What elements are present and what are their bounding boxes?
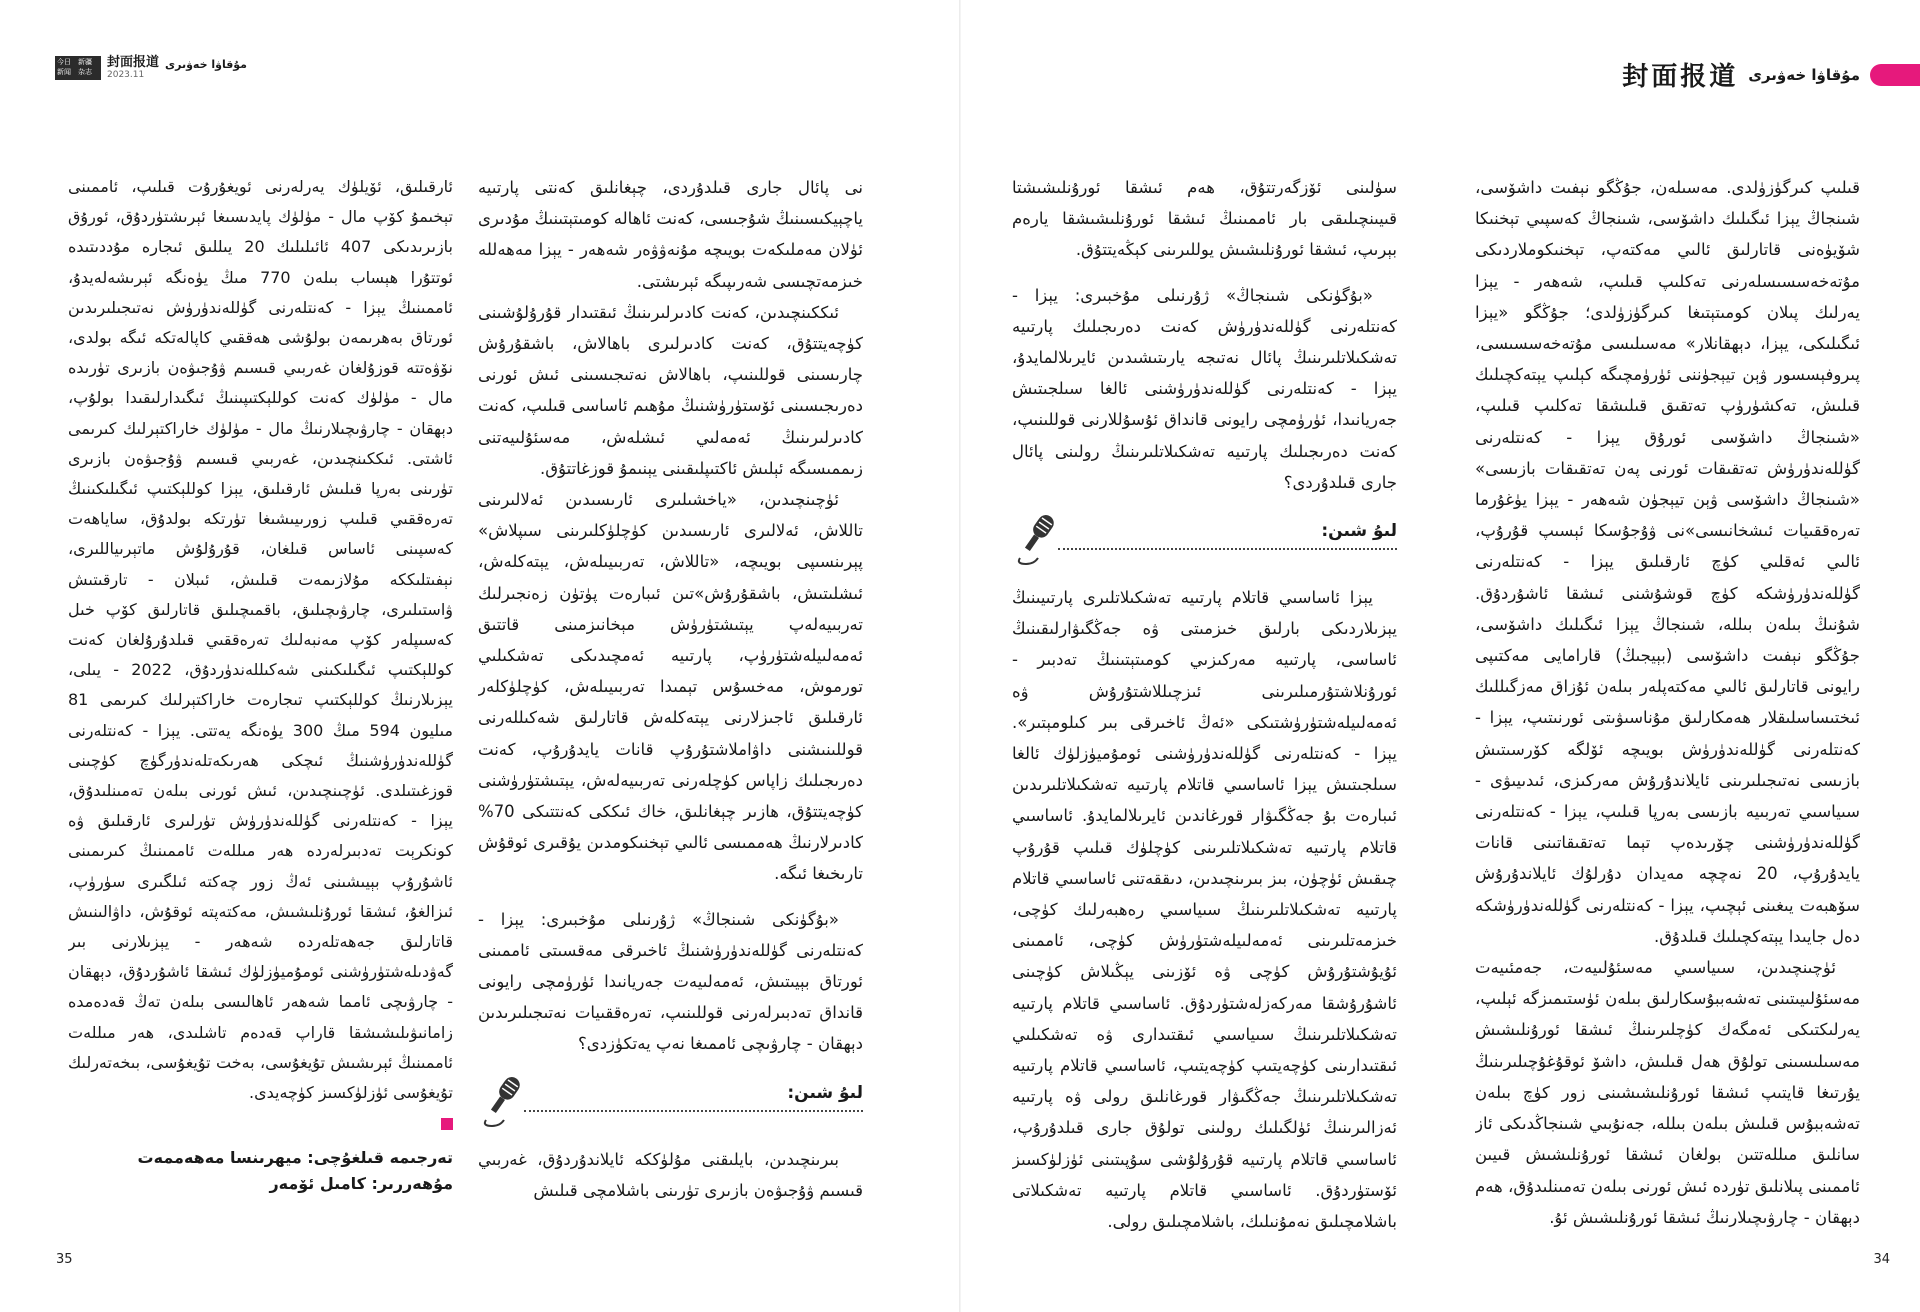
paragraph: قىلىپ كىرگۈزۈلدى. مەسىلەن، جۇڭگو نېفىت داشۆسى، شىنجاڭ يېزا ئىگىلىك داشۆسى، شىنجاڭ كەسپىي تېخنىكا شۆيۈەنى قاتارلىق ئالىي مەكتەپ، تېخنىكوملاردىكى مۇتەخەسسىسلەرنى تەكلىپ قىلىپ، شەھەر - يېزا يەرلىك پىلان كومىتېتىغا كىرگۈزۈلدى؛ جۇڭگو «يېزا ئىگىلىكى، يېزا، دېھقانلار» مەسىلىسى مۇتەخەسسىسى، پىروفېسسور ۋېن تيېجۈننى ئۈرۈمچىگە كېلىپ يېتەكچىلىك قىلىش، تەكشۈرۈپ تەتقىق قىلىشقا تەكلىپ قىلىپ، «شىنجاڭ داشۆسى ئورۇق يېزا - كەنتلەرنى گۈللەندۈرۈش تەتقىقات ئورنى پەن تەتقىقات بازىسى» «شىنجاڭ داشۆسى ۋېن تيېجۈن شەھەر - يېزا يۈغۇرما تەرەققىيات ئىشخانىسى»نى ۋۇجۇسكا ئېسىپ قۇرۇپ، ئالىي ئەقلىي كۈچ ئارقىلىق يېزا - كەنتلەرنى گۈللەندۈرۈشكە كۈچ قوشۇشنى ئىشقا ئاشۇردۇق. شۇنىڭ بىلەن بىللە، شىنجاڭ يېزا ئىگىلىك داشۆسى، جۇڭگو نېفىت داشۆسى (بېيجىڭ) قارامايى مەكتىپى رايونى قاتارلىق ئالىي مەكتەپلەر بىلەن ئۇزاق مەزگىللىك ئىختىساسلىقلار ھەمكارلىق مۇناسىۋىتى ئورنىتىپ، يېزا - كەنتلەرنى گۈللەندۈرۈش بويىچە ئۆلگە كۆرسىتىش بازىسى نەتىجىلىرىنى ئايلاندۇرۇش مەركىزى، ئىدىيىۋى - سىياسىي تەربىيە بازىسى بەرپا قىلىپ، يېزا - كەنتلەرنى گۈللەندۈرۈشنى چۆرىدەپ تېما تەتقىقاتىنى قانات يايدۇرۇپ، 20 نەچچە مەيدان دۇرلۇك ئايلاندۇرۇش سۆھبەت يىغىنى ئېچىپ، يېزا - كەنتلەرنى گۈللەندۈرۈشكە دەل جايىدا يېتەكچىلىك قىلدۇق. (1475, 178, 1860, 946)
page-gutter (959, 0, 961, 1312)
paragraph: نى پائال جارى قىلدۇردى، چېغانلىق كەنتى پارتىيە ياچېيكىسىنىڭ شۇجىسى، كەنت ئاھالە كومىتېتىنىڭ مۇدىرى ئۈلان مەملىكەت بويىچە مۇنەۋۋەر شەھەر - يېزا مەھەللە خىزمەتچىسى شەرىپىگە ئېرىشتى. (478, 178, 863, 291)
paragraph: ئارقىلىق، ئۆيلۈك يەرلەرنى ئويغۇرۇت قىلىپ، ئاممىنى تېخىمۇ كۆپ مال - مۈلۈك پايدىسىغا ئېرىشتۈردۇق، ئورۇق بازىرىدىكى 407 ئائىلىلىك 20 يىللىق ئىجارە مۇددىتىدە ئوتتۇرا ھېساب بىلەن 770 مىڭ يۈەنگە ئېرىشەلەيدۇ، ئاممىنىڭ يېزا - كەنتلەرنى گۈللەندۈرۈش نەتىجىلىرىدىن ئورتاق بەھرىمەن بولۇشى ھەققىي كاپالەتكە ئىگە بولدى، نۆۋەتتە قوزۇلغان غەربىي قىسىم ۋۇجىۋەن بازىرى تۈرىدە مال - مۈلۈك كەنت كوللېكتىپىنىڭ ئىگىدارلىقىدا بولۇپ، دېھقان - چارۋىچىلارنىڭ مال - مۈلۈك خاراكتېرلىك كىرىمى ئاشتى. ئىككىنچىدىن، غەربىي قىسىم ۋۇجىۋەن بازىرى تۈرىنى بەرپا قىلىش ئارقىلىق، يېزا كوللېكتىپ ئىگىلىكىنىڭ تەرەققىي قىلىپ زورىيىشىغا تۈرتكە بولدۇق، ساياھەت كەسپىنى ئاساس قىلغان، قۇرۇلۇش ماتېرىياللىرى، نېفىتلىككە مۇلازىمەت قىلىش، ئىبلان - تارقىتىش ۋاستىلىرى، چارۋىچىلىق، باقمىچىلىق قاتارلىق كۆپ خىل كەسىپلەر كۆپ مەنبەلىك تەرەققىي قىلدۇرۇلغان كەنت كوللېكتىپ ئىگىلىكىنى شەكىللەندۈردۇق، 2022 - يىلى، يېزىلارنىڭ كوللېكتىپ تىجارەت خاراكتېرلىك كىرىمى 81 مىليون 594 مىڭ 300 يۈەنگە يەتتى. يېزا - كەنتلەرنى گۈللەندۈرۈشنىڭ ئىچكى ھەرىكەتلەندۈرگۈچ كۈچىنى قوزغىتىلدى. ئۈچىنچىدىن، ئىش ئورنى بىلەن تەمىنلىدۇق، يېزا - كەنتلەرنى گۈللەندۈرۈش تۈرلىرى ئارقىلىق ۋە كونكرېت تەدبىرلەردە ھەر مىللەت ئاممىنىڭ كىرىمىنى ئاشۇرۇپ بېيىشىنى ئەڭ زور چەكتە ئىلگىرى سۈرۈپ، ئىزالغۇ، ئىشقا ئورۇنلىشىش، مەكتەپتە ئوقۇش، داۋالىنىش قاتارلىق جەھەتلەردە شەھەر - يېزىلارنى بىر گەۋدىلەشتۈرۈشنى ئومۇميۈزلۈك ئىشقا ئاشۇردۇق، دېھقان - چارۋىچى ئامما شەھەر ئاھالىسى بىلەن تەڭ قەدەمدە زامانىۋىلىشىشقا قاراپ قەدەم تاشلىدى، ھەر مىللەت ئاممىنىڭ ئېرىشىش تۇيغۇسى، بەخت تۇيغۇسى، بىخەتەرلىك تۇيغۇسى ئۈزلۈكسىز كۈچەيدى. (68, 177, 453, 1103)
article-credits (68, 1145, 453, 1197)
paragraph: ئۈچىنچىدىن، سىياسىي مەسئۇلىيەت، جەمئىيەت مەسئۇلىيىتىنى تەشەببۇسكارلىق بىلەن ئۈستىمىزگە ئېلىپ، يەرلىكتىكى ئەمگەك كۈچلىرىنىڭ ئىشقا ئورۇنلىشىش مەسىلىسىنى تولۇق ھەل قىلىش، داشۆ ئوقۇغۇچىلىرىنىڭ يۇرتىغا قايتىپ ئىشقا ئورۇنلىشىشىنى زور كۈچ بىلەن تەشەببۇس قىلىش بىلەن بىللە، جەنۇبىي شىنجاڭدىكى ئاز سانلىق مىللەتتىن بولغان ئىشقا ئورۇنلىشىش قىيىن ئاممىنى پىلانلىق تۈردە ئىش ئورنى بىلەن تەمىنلىدۇق، ھەم دېھقان - چارۋىچىلارنىڭ ئىشقا ئورۇنلىشىش ئۇ. (1475, 958, 1860, 1227)
paragraph: ئىككىنچىدىن، كەنت كادىرلىرىنىڭ ئىقتىدار قۇرۇلۇشىنى كۈچەيتتۇق، كەنت كادىرلىرى باھالاش، باشقۇرۇش چارىسىنى قوللىنىپ، باھالاش نەتىجىسىنى ئىش ئورنى دەرىجىسىنى ئۆستۈرۈشنىڭ مۇھىم ئاساسى قىلىپ، كەنت كادىرلىرىنىڭ ئەمەلىي ئىشلەش، مەسئۇلىيەتنى زىممىسىگە ئېلىش ئاكتىپلىقىنى يېنىمۇ قوزغاتتۇق. (478, 302, 863, 478)
page-number-left: 35 (56, 1252, 73, 1267)
dotted-divider (1058, 548, 1397, 550)
section-brand: 封面报道 (107, 55, 160, 70)
article-column-4 (68, 172, 453, 1197)
interview-question (1012, 280, 1397, 498)
paragraph: سۈلىنى ئۆزگەرتتۇق، ھەم ئىشقا ئورۇنلىشىشتا قىيىنچىلىقى بار ئاممىنىڭ ئىشقا ئورۇنلىشىشقا يارەم بېرىپ، ئىشقا ئورۇنلىشىش يوللىرىنى كېڭەيتتۇق. (1012, 178, 1397, 260)
interview-question: «بۇگۈنكى شىنجاڭ» ژۇرنىلى مۇخبىرى: يېزا - كەنتلەرنى گۈللەندۈرۈشنىڭ ئاخىرقى مەقسىتى ئاممىنى ئورتاق بېيىتىش، ئەمەلىيەت جەريانىدا ئۈرۈمچى رايونى قانداق تەدبىرلەرنى قوللىنىپ، تەرەققىيات نەتىجىلىرىدىن دېھقان - چارۋىچى ئاممىغا نەپ يەتكۈزدى؟ (478, 909, 863, 1054)
section-title: مۇقاۋا خەۋىرى (165, 58, 247, 71)
paragraph: بىرىنچىدىن، بايلىقنى مۇلۈككە ئايلاندۇردۇق، غەربىي قىسىم ۋۇجىۋەن بازىرى تۈرىنى باشلامچى قىلىش (478, 1149, 863, 1200)
editor-credit: مۇھەررىر: كامىل ئۆمەر (269, 1173, 453, 1193)
speaker-block (1012, 508, 1397, 568)
left-page-header (55, 56, 247, 80)
magazine-logo (55, 56, 101, 80)
logo-line: 新闻 (57, 68, 71, 76)
article-column-2 (1012, 172, 1397, 1237)
paragraph: ئۈچىنچىدىن، «ياخشىلىرى ئارىسىدىن ئەلالىرىنى تاللاش، ئەلالىرى ئارىسىدىن كۈچلۈكلىرىنى سىپلاش» پېرىنسىپى بويىچە، «تاللاش، تەربىيىلەش، يېتەكلەش، ئىشلىتىش، باشقۇرۇش»تىن ئىبارەت پۈتۈن زەنجىرلىك تەربىيەلەپ يېتىشتۈرۈش مېخانىزمىنى قاتتىق ئەمەلىيلەشتۈرۈپ، پارتىيە ئەمچىدىكى تەشكىلىي تورموش، مەخسۇس تېمىدا تەربىيىلەش، كۈچلۈكلەر ئارقىلىق ئاجىزلارنى يېتەكلەش قاتارلىق شەكىللەرنى قوللىنىشنى داۋاملاشتۇرۇپ قانات يايدۇرۇپ، كەنت دەرىجىلىك زاپاس كۈچلەرنى تەربىيەلەش، يېتىشتۈرۈشنى كۈچەيتتۇق، ھازىر چېغانلىق، خاك ئىككى كەنتتىكى 70% كادىرلارنىڭ ھەممىسى ئالىي تېخنىكومدىن يۇقىرى ئوقۇش تارىخىغا ئىگە. (478, 490, 863, 884)
logo-line: 杂志 (78, 68, 92, 76)
article-column-3 (478, 172, 863, 1206)
microphone-icon (478, 1070, 526, 1128)
section-tab-marker (1870, 64, 1920, 86)
issue-date: 2023.11 (107, 70, 145, 80)
logo-line: 新疆 (78, 58, 92, 66)
dotted-divider (524, 1110, 863, 1112)
right-page-header (1622, 56, 1920, 93)
paragraph: يېزا ئاساسىي قاتلام پارتىيە تەشكىلاتلىرى پارتىيىنىڭ يېزىلاردىكى بارلىق خىزمىتى ۋە جەڭگىۋارلىقىنىڭ ئاساسى، پارتىيە مەركىزىي كومىتېتىنىڭ تەدبىر - ئورۇنلاشتۇرمىلىرىنى ئىزچىللاشتۇرۇش ۋە ئەمەلىيلەشتۈرۈشتىكى «ئەڭ ئاخىرقى بىر كىلومېتىر». يېزا - كەنتلەرنى گۈللەندۈرۈشنى ئومۇميۈزلۈك ئالغا سىلجىتىش يېزا ئاساسىي قاتلام پارتىيە تەشكىلاتلىرىدىن ئىبارەت بۇ جەڭگىۋار قورغاندىن ئايرىلالمايدۇ. ئاساسىي قاتلام پارتىيە تەشكىلاتلىرىنى كۈچلۈك قىلىپ قۇرۇپ چىقىش ئۈچۈن، بىز بىرىنچىدىن، دىققەتنى ئاساسىي قاتلام پارتىيە تەشكىلاتلىرىنىڭ سىياسىي رەھبەرلىك كۈچى، خىزمەتلىرىنى ئەمەلىيلەشتۈرۈش كۈچى، ئاممىنى ئۇيۇشتۇرۇش كۈچى ۋە ئۆزىنى يېڭىلاش كۈچىنى ئاشۇرۇشقا مەركەزلەشتۈردۇق. ئاساسىي قاتلام پارتىيە تەشكىلاتلىرىنىڭ سىياسىي ئىقتىدارى ۋە تەشكىلىي ئىقتىدارىنى كۈچەيتىپ كۈچەيتىپ، ئاساسىي قاتلام پارتىيە تەشكىلاتلىرىنىڭ جەڭگىۋار قورغانلىق رولى ۋە پارتىيە ئەزالىرىنىڭ ئۈلگىلىك رولىنى تولۇق جارى قىلدۇرۇپ، ئاساسىي قاتلام پارتىيە قۇرۇلۇشى سۇپىتىنى ئۈزلۈكسىز ئۆستۈردۇق. ئاساسىي قاتلام پارتىيە تەشكىلاتى باشلامچىلىق نەمۇنىلىك، باشلامچىلىق رولى. (1012, 588, 1397, 1232)
translator-credit: تەرجىمە قىلغۇچى: ميھرىنسا مەھەممەت (137, 1147, 453, 1167)
section-brand: 封面报道 (1622, 62, 1739, 92)
speaker-label: لىۇ شىن: (1321, 521, 1397, 542)
logo-line: 今日 (57, 58, 71, 66)
speaker-label: لىۇ شىن: (787, 1082, 863, 1103)
end-of-article-mark (441, 1118, 453, 1130)
page-number-right: 34 (1873, 1252, 1890, 1267)
section-title: مۇقاۋا خەۋىرى (1748, 65, 1860, 84)
speaker-block (478, 1070, 863, 1130)
article-column-1 (1475, 172, 1860, 1233)
left-header-text (107, 56, 159, 80)
microphone-icon (1012, 508, 1060, 566)
question-text: «بۇگۈنكى شىنجاڭ» ژۇرنىلى مۇخبىرى: يېزا - كەنتلەرنى گۈللەندۈرۈش كەنت دەرىجىلىك پارتىيە تەشكىلاتلىرىنىڭ پائال نەتىجە يارىتىشىدىن ئايرىلالمايدۇ، يېزا - كەنتلەرنى گۈللەندۈرۈشنى ئالغا سىلجىتىش جەريانىدا، ئۈرۈمچى رايونى قانداق ئۇسۇللارنى قوللىنىپ، كەنت دەرىجىلىك پارتىيە تەشكىلاتلىرىنىڭ رولىنى پائال جارى قىلدۇردى؟ (1012, 285, 1397, 492)
